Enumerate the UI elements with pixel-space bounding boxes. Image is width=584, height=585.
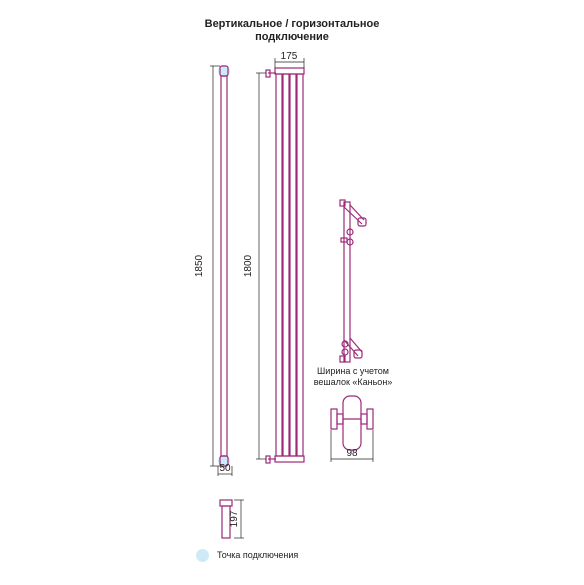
legend-label: Точка подключения xyxy=(217,550,299,560)
dimension-height-total: 1850 xyxy=(194,254,205,278)
title-line-1: Вертикальное / горизонтальное xyxy=(204,18,380,30)
side-view xyxy=(218,65,230,467)
side-tube xyxy=(221,76,227,456)
width-note-line-2: вешалок «Каньон» xyxy=(313,377,393,387)
connection-point-icon xyxy=(196,549,209,562)
dimension-connection-offset: 50 xyxy=(219,463,231,474)
title-line-2: подключение xyxy=(255,31,329,43)
hanger-top-view xyxy=(331,396,373,450)
dimension-mount-depth: 197 xyxy=(229,510,240,528)
front-view xyxy=(266,68,304,463)
width-note xyxy=(306,366,400,388)
legend xyxy=(196,548,298,562)
hanger-profile-view xyxy=(340,200,366,362)
dimension-lines xyxy=(210,58,373,538)
width-note-line-1: Ширина с учетом xyxy=(317,366,389,376)
dimension-width-top: 175 xyxy=(280,51,298,62)
dimension-height-center: 1800 xyxy=(243,254,254,278)
dimension-hanger-width: 98 xyxy=(346,448,358,459)
